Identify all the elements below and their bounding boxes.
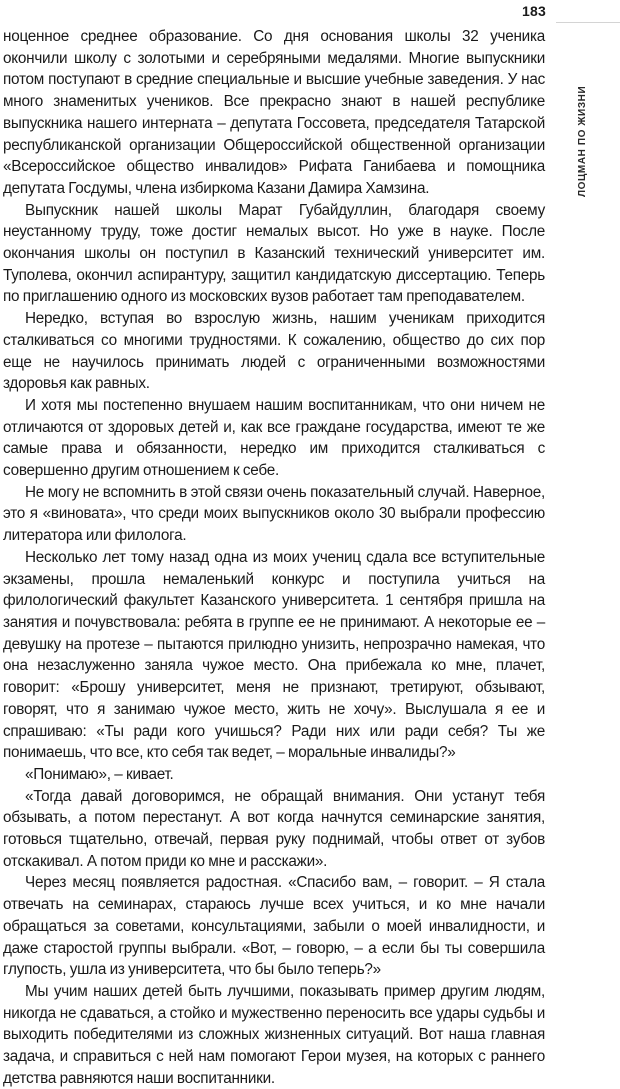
paragraph: Нередко, вступая во взрослую жизнь, нашим ученикам приходится сталкиваться со многими трудностями. К сожалению, общество до сих пор еще не научилось принимать людей с ограниченными возможностями здоровья как равных. [3, 310, 545, 393]
page-number: 183 [522, 3, 546, 19]
running-title: ЛОЦМАН ПО ЖИЗНИ [577, 85, 588, 197]
paragraph: «Тогда давай договоримся, не обращай внимания. Они устанут тебя обзывать, а потом перестанут. А вот когда начнутся семинарские занятия, готовься тщательно, отвечай, первая руку поднимай, чтобы ответ от зубов отскакивал. А потом приди ко мне и расскажи». [3, 787, 545, 870]
paragraph: ноценное среднее образование. Со дня основания школы 32 ученика окончили школу с золотыми и серебряными медалями. Многие выпускники потом поступают в средние специальные и высшие учебные заведения. У нас много знаменитых учеников. Все прекрасно знают в нашей республике выпускника нашего интерната – депутата Госсовета, председателя Татарской республиканской организации Общероссийской общественной организации «Всероссийское общество инвалидов» Рифата Ганибаева и помощника депутата Госдумы, члена избиркома Казани Дамира Хамзина. [3, 28, 545, 197]
paragraph: Через месяц появляется радостная. «Спасибо вам, – говорит. – Я стала отвечать на семинарах, стараюсь лучше всех учиться, и ко мне начали обращаться за советами, консультациями, забыли о моей инвалидности, и даже старостой группы выбрали. «Вот, – говорю, – а если бы ты совершила глупость, ушла из университета, что бы было теперь?» [3, 874, 545, 979]
paragraph: Выпускник нашей школы Марат Губайдуллин, благодаря своему неустанному труду, тоже достиг немалых высот. Но уже в науке. После окончания школы он поступил в Казанский технический университет им. Туполева, окончил аспирантуру, защитил кандидатскую диссертацию. Теперь по приглашению одного из московских вузов работает там преподавателем. [3, 201, 545, 306]
paragraph: Не могу не вспомнить в этой связи очень показательный случай. Наверное, это я «виновата», что среди моих выпускников около 30 выбрали профессию литератора или филолога. [3, 483, 545, 545]
header-rule [556, 22, 620, 23]
paragraph: Мы учим наших детей быть лучшими, показывать пример другим людям, никогда не сдаваться, а стойко и мужественно переносить все удары судьбы и выходить победителями из сложных жизненных ситуаций. Вот наша главная задача, и справиться с ней нам помогают Герои музея, на которых с раннего детства равняются наши воспитанники. [3, 982, 545, 1087]
body-text [3, 26, 545, 1089]
paragraph: «Понимаю», – кивает. [25, 765, 174, 783]
paragraph: И хотя мы постепенно внушаем нашим воспитанникам, что они ничем не отличаются от здоровых детей и, как все граждане государства, имеют те же самые права и обязанности, нередко им приходится сталкиваться с совершенно другим отношением к себе. [3, 396, 545, 480]
paragraph: Несколько лет тому назад одна из моих учениц сдала все вступительные экзамены, прошла немаленький конкурс и поступила учиться на филологический факультет Казанского университета. 1 сентября пришла на занятия и почувствовала: ребята в группе ее не принимают. А некоторые ее – девушку на протезе – пытаются прилюдно унизить, непрозрачно намекая, что она незаслуженно заняла чужое место. Она прибежала ко мне, плачет, говорит: «Брошу университет, меня не признают, третируют, обзывают, говорят, что я занимаю чужое место, жить не хочу». Выслушала я ее и спрашиваю: «Ты ради кого учишься? Ради них или ради себя? Ты же понимаешь, что все, кто себя так ведет, – моральные инвалиды?» [3, 548, 545, 762]
